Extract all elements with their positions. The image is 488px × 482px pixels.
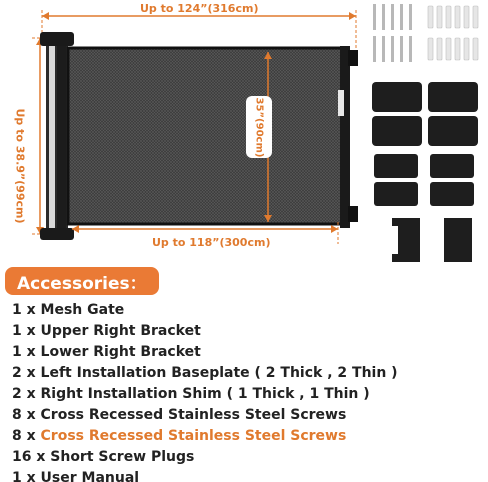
list-item (12, 405, 398, 426)
item-name: Cross Recessed Stainless Steel Screws (40, 428, 347, 444)
item-name: User Manual (40, 470, 140, 482)
item-quantity: 8 x (12, 428, 36, 444)
shims-icon (374, 154, 474, 206)
item-quantity: 16 x (12, 449, 46, 465)
mesh-height-label: 35”(90cm) (253, 97, 265, 157)
mesh-panel (68, 48, 348, 224)
gate-handle-bar (340, 46, 350, 228)
item-name: Lower Right Bracket (40, 344, 201, 360)
item-quantity: 2 x (12, 365, 36, 381)
list-item (12, 384, 398, 405)
item-quantity: 1 x (12, 470, 36, 482)
item-name: Cross Recessed Stainless Steel Screws (40, 407, 347, 423)
list-item (12, 468, 398, 482)
list-item (12, 321, 398, 342)
item-quantity: 1 x (12, 344, 36, 360)
list-item (12, 300, 398, 321)
accessories-list (12, 300, 398, 482)
item-name: Right Installation Shim ( 1 Thick , 1 Thin ) (40, 386, 370, 402)
item-name: Upper Right Bracket (40, 323, 201, 339)
item-quantity: 1 x (12, 302, 36, 318)
brackets-icon (392, 218, 472, 262)
screw-plugs-icon (428, 6, 478, 60)
list-item (12, 426, 398, 447)
mesh-height-badge (246, 96, 272, 158)
accessories-header: Accessories： (5, 267, 159, 295)
item-quantity: 1 x (12, 323, 36, 339)
top-width-label: Up to 124”(316cm) (140, 2, 259, 15)
item-name: Left Installation Baseplate ( 2 Thick , 2 Thin ) (40, 365, 398, 381)
top-dimension-arrow (42, 10, 356, 50)
screws-icon (373, 4, 412, 62)
item-quantity: 2 x (12, 386, 36, 402)
item-name: Mesh Gate (40, 302, 125, 318)
item-name: Short Screw Plugs (50, 449, 195, 465)
bottom-width-label: Up to 118”(300cm) (152, 236, 271, 249)
list-item (12, 447, 398, 468)
list-item (12, 342, 398, 363)
left-height-label: Up to 38.9”(99cm) (13, 108, 27, 224)
item-quantity: 8 x (12, 407, 36, 423)
baseplates-icon (372, 82, 478, 146)
list-item (12, 363, 398, 384)
